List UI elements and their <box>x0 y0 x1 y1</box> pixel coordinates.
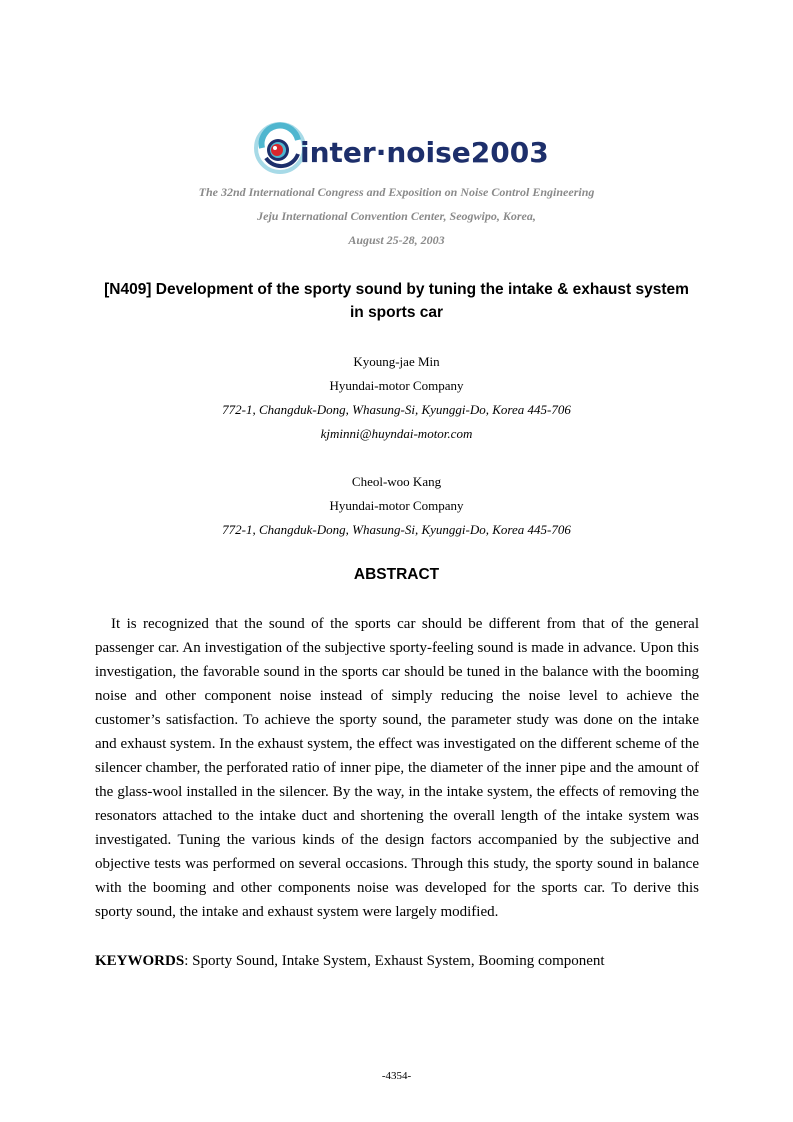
paper-title <box>80 278 713 324</box>
keywords-line <box>95 949 715 973</box>
author-1-address: 772-1, Changduk-Dong, Whasung-Si, Kyunggi-Do, Korea 445-706 <box>222 402 571 417</box>
author-2-address: 772-1, Changduk-Dong, Whasung-Si, Kyunggi-Do, Korea 445-706 <box>222 522 571 537</box>
author-1-email: kjminni@huyndai-motor.com <box>320 426 473 441</box>
author-1-name: Kyoung-jae Min <box>353 354 440 369</box>
conference-venue: Jeju International Convention Center, Seogwipo, Korea, <box>257 209 536 223</box>
logo-wordmark: inter·noise2003 <box>300 136 549 169</box>
page-number: -4354- <box>381 1070 412 1082</box>
author-1-company: Hyundai-motor Company <box>329 378 464 393</box>
author-2-name: Cheol-woo Kang <box>351 474 442 489</box>
conference-logo <box>252 118 552 178</box>
conference-dates: August 25-28, 2003 <box>348 233 445 247</box>
keywords-label: KEYWORDS <box>95 953 185 969</box>
conference-name: The 32nd International Congress and Exposition on Noise Control Engineering <box>198 185 595 199</box>
swirl-emblem-icon <box>256 124 304 172</box>
paper-title-line2: in sports car <box>349 304 444 321</box>
paper-title-line1: [N409] Development of the sporty sound by tuning the intake & exhaust system <box>104 281 689 298</box>
abstract-heading: ABSTRACT <box>353 566 440 583</box>
abstract-body: It is recognized that the sound of the sports car should be different from that of the general passenger car. An investigation of the subjective sporty-feeling sound is made in advance. Upon this investigation, the favorable sound in the sports car should be tuned in the balance with the booming noise and other component noise instead of simply reducing the noise level to achieve the customer’s satisfaction. To achieve the sporty sound, the parameter study was done on the intake and exhaust system. In the exhaust system, the effect was investigated on the different scheme of the silencer chamber, the perforated ratio of inner pipe, the diameter of the inner pipe and the amount of the glass-wool installed in the silencer. By the way, in the intake system, the effects of removing the resonators attached to the intake duct and shortening the overall length of the intake system was investigated. Tuning the various kinds of the design factors accompanied by the subjective and objective tests was performed on several occasions. Through this study, the sporty sound in balance with the booming and other components noise was developed for the sports car. To derive this sporty sound, the intake and exhaust system were largely modified. <box>95 616 699 920</box>
author-2-company: Hyundai-motor Company <box>329 498 464 513</box>
keywords-values: : Sporty Sound, Intake System, Exhaust System, Booming component <box>184 953 605 969</box>
